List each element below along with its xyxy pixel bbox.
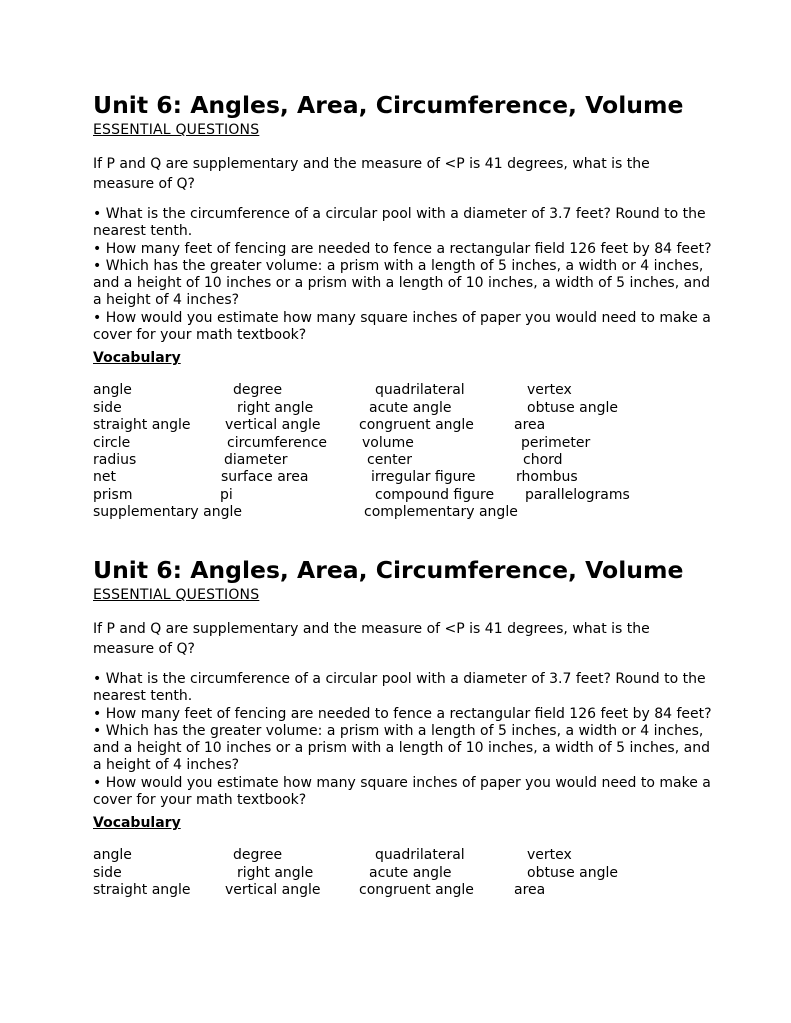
vocab-term: straight angle xyxy=(93,417,191,434)
vocab-term: rhombus xyxy=(516,469,578,486)
vocab-term: complementary angle xyxy=(364,504,518,521)
vocab-term: surface area xyxy=(221,469,309,486)
vocab-term: side xyxy=(93,864,122,881)
vocab-term: area xyxy=(514,417,546,434)
vocabulary-table xyxy=(93,382,713,521)
vocab-row xyxy=(93,865,713,882)
question-item: • Which has the greater volume: a prism with a length of 5 inches, a width or 4 inches, and a height of 10 inches or a prism with a length of 10 inches, a width of 5 inches, and a height of 4 inches? xyxy=(93,257,710,309)
vocab-term: net xyxy=(93,469,116,486)
vocab-term: acute angle xyxy=(369,399,452,416)
vocab-row xyxy=(93,487,713,504)
vocab-row xyxy=(93,469,713,486)
question-item: • What is the circumference of a circular pool with a diameter of 3.7 feet? Round to the nearest tenth. xyxy=(93,206,706,240)
question-item: • How many feet of fencing are needed to fence a rectangular field 126 feet by 84 feet? xyxy=(93,240,712,257)
unit-title: Unit 6: Angles, Area, Circumference, Volume xyxy=(93,91,684,119)
vocab-term: quadrilateral xyxy=(375,847,465,864)
vocab-row xyxy=(93,435,713,452)
vocab-term: degree xyxy=(233,847,283,864)
vocab-term: circle xyxy=(93,434,131,451)
vocab-term: center xyxy=(367,451,413,468)
vocab-term: compound figure xyxy=(375,486,495,503)
vocab-row xyxy=(93,847,713,864)
vocab-row xyxy=(93,400,713,417)
vocab-term: congruent angle xyxy=(359,882,474,899)
question-item: • How many feet of fencing are needed to fence a rectangular field 126 feet by 84 feet? xyxy=(93,705,712,722)
vocab-term: right angle xyxy=(237,399,314,416)
question-item: • How would you estimate how many square inches of paper you would need to make a cover for your math textbook? xyxy=(93,309,711,344)
vocab-term: parallelograms xyxy=(525,486,630,503)
vocab-term: angle xyxy=(93,847,132,864)
vocab-term: angle xyxy=(93,382,132,399)
question-list xyxy=(93,671,713,809)
vocab-row xyxy=(93,417,713,434)
question-item: • How would you estimate how many square inches of paper you would need to make a cover for your math textbook? xyxy=(93,774,711,809)
intro-question: If P and Q are supplementary and the measure of <P is 41 degrees, what is the measure of Q? xyxy=(93,156,650,192)
vocab-term: supplementary angle xyxy=(93,504,242,521)
vocab-term: vertex xyxy=(527,847,572,864)
vocab-term: perimeter xyxy=(521,434,591,451)
vocab-term: vertex xyxy=(527,382,572,399)
question-item: • What is the circumference of a circular pool with a diameter of 3.7 feet? Round to the nearest tenth. xyxy=(93,671,706,705)
vocab-term: diameter xyxy=(224,451,288,468)
vocab-term: radius xyxy=(93,451,137,468)
vocab-term: obtuse angle xyxy=(527,399,619,416)
vocab-term: obtuse angle xyxy=(527,864,619,881)
vocab-row xyxy=(93,882,713,899)
essential-questions-heading: ESSENTIAL QUESTIONS xyxy=(93,122,260,138)
essential-questions-heading: ESSENTIAL QUESTIONS xyxy=(93,587,260,603)
vocab-term: congruent angle xyxy=(359,417,474,434)
question-list xyxy=(93,206,713,344)
vocab-term: acute angle xyxy=(369,864,452,881)
vocab-term: area xyxy=(514,882,546,899)
vocab-term: circumference xyxy=(227,434,328,451)
vocab-row xyxy=(93,452,713,469)
vocab-row xyxy=(93,382,713,399)
vocab-term: side xyxy=(93,399,122,416)
vocab-term: quadrilateral xyxy=(375,382,465,399)
vocab-term: right angle xyxy=(237,864,314,881)
unit-section xyxy=(93,555,713,900)
vocab-term: vertical angle xyxy=(225,882,321,899)
question-item: • Which has the greater volume: a prism with a length of 5 inches, a width or 4 inches, and a height of 10 inches or a prism with a length of 10 inches, a width of 5 inches, and a height of 4 inches? xyxy=(93,722,710,774)
vocabulary-heading: Vocabulary xyxy=(93,350,181,367)
vocab-term: straight angle xyxy=(93,882,191,899)
vocabulary-heading: Vocabulary xyxy=(93,815,181,832)
unit-section xyxy=(93,90,713,522)
unit-title: Unit 6: Angles, Area, Circumference, Volume xyxy=(93,556,684,584)
vocab-row xyxy=(93,504,713,521)
intro-question: If P and Q are supplementary and the measure of <P is 41 degrees, what is the measure of Q? xyxy=(93,621,650,657)
vocab-term: degree xyxy=(233,382,283,399)
vocab-term: irregular figure xyxy=(371,469,476,486)
vocab-term: pi xyxy=(220,486,233,503)
vocab-term: prism xyxy=(93,486,133,503)
vocab-term: chord xyxy=(523,451,563,468)
vocabulary-table xyxy=(93,847,713,899)
vocab-term: volume xyxy=(362,434,414,451)
vocab-term: vertical angle xyxy=(225,417,321,434)
